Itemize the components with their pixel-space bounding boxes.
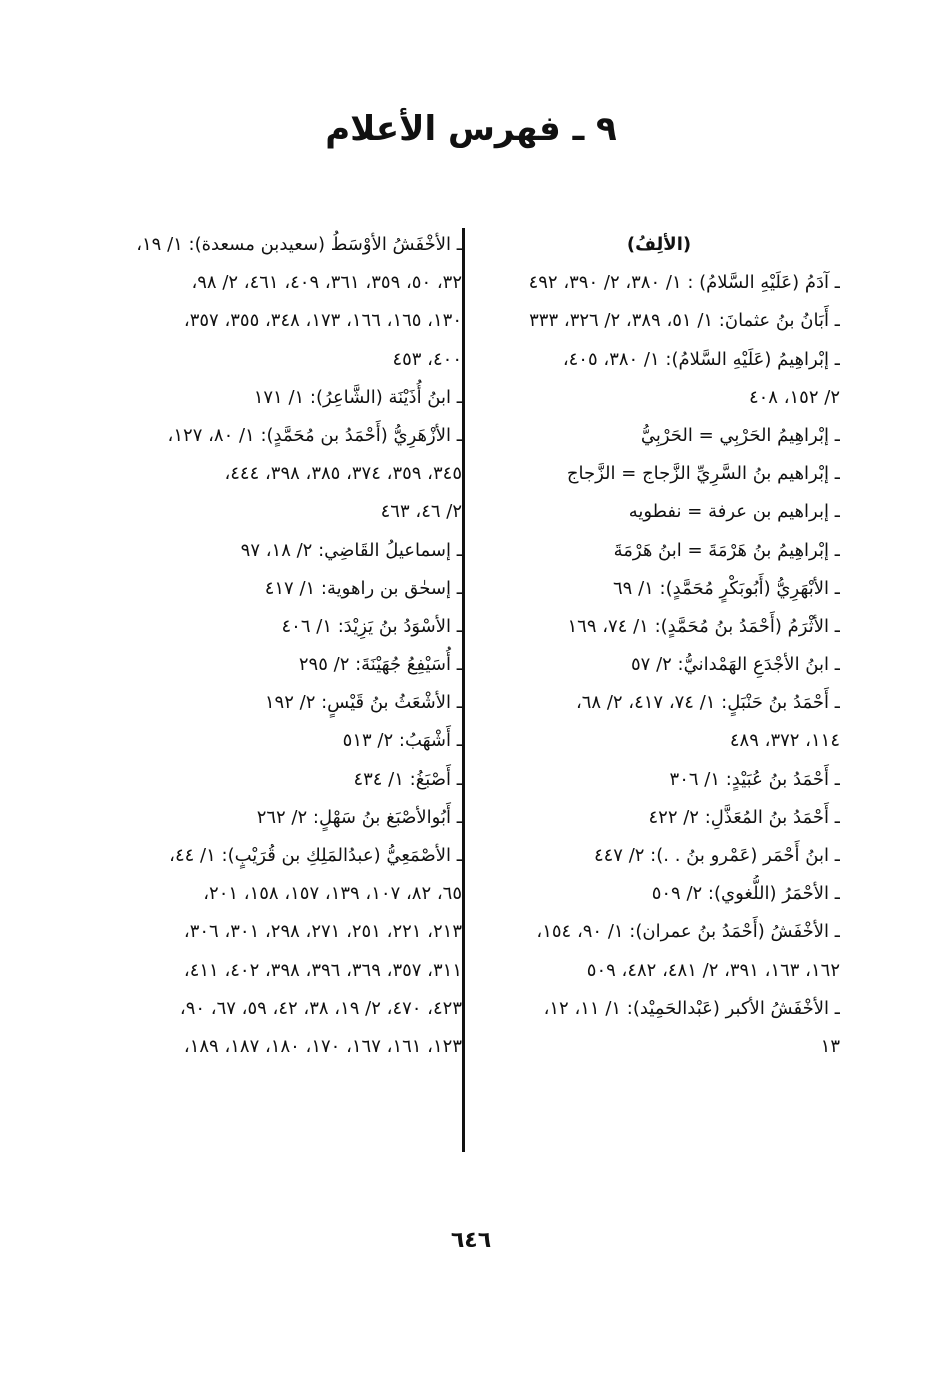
index-entry-continuation: ٦٥، ٨٢، ١٠٧، ١٣٩، ١٥٧، ١٥٨، ٢٠١، — [203, 883, 462, 905]
index-entry-continuation: ٤٢٣، ٤٧٠، ٢/ ١٩، ٣٨، ٤٢، ٥٩، ٦٧، ٩٠، — [179, 997, 462, 1019]
index-entry: ـ ابنُ أُذَيْنَة (الشَّاعِرُ): ١/ ١٧١ — [253, 386, 462, 408]
index-entry: ـ الأسْوَدُ بنُ يَزِيْدَ: ١/ ٤٠٦ — [281, 615, 462, 637]
index-entry: ـ أَبَانُ بنُ عثمانَ: ١/ ٥١، ٣٨٩، ٢/ ٣٢٦، ٣٣٣ — [529, 310, 840, 332]
index-entry-continuation: ١٣٠، ١٦٥، ١٦٦، ١٧٣، ٣٤٨، ٣٥٥، ٣٥٧، — [183, 310, 462, 332]
index-entry: ـ الأخْفَشُ (أَحْمَدُ بنُ عمران): ١/ ٩٠، ١٥٤، — [536, 921, 840, 943]
index-entry: ـ أَبُوالأصْبَغ بنُ سَهْلٍ: ٢/ ٢٦٢ — [256, 806, 462, 828]
index-entry: ـ إبْراهيم بنُ السَّرِيِّ الزَّجاج = الزَّجاج — [566, 463, 840, 485]
index-entry: ـ الأخْفَشُ الأكبر (عَبْدالحَمِيْد): ١/ ١١، ١٢، — [543, 997, 840, 1019]
index-entry: ـ الأثْرَمُ (أَحْمَدُ بنُ مُحَمَّدٍ): ١/ ٧٤، ١٦٩ — [567, 615, 840, 637]
index-entry-continuation: ١٢٣، ١٦١، ١٦٧، ١٧٠، ١٨٠، ١٨٧، ١٨٩، — [183, 1035, 462, 1057]
index-entry: ـ الأبْهَرِيُّ (أَبُوبَكْرٍ مُحَمَّدٍ): ١/ ٦٩ — [613, 577, 840, 599]
index-entry: ـ أَحْمَدُ بنُ المُعَذَّلِ: ٢/ ٤٢٢ — [648, 806, 840, 828]
page-number: ٦٤٦ — [450, 1228, 492, 1253]
index-entry: ـ أَشْهَبُ: ٢/ ٥١٣ — [342, 730, 462, 752]
index-entry: ـ ابنُ الأجْدَعِ الهَمْدانيُّ: ٢/ ٥٧ — [631, 654, 840, 676]
index-entry-continuation: ١٦٢، ١٦٣، ٣٩١، ٢/ ٤٨١، ٤٨٢، ٥٠٩ — [586, 959, 840, 981]
index-entry: ـ أَحْمَدُ بنُ عُبَيْدٍ: ١/ ٣٠٦ — [669, 768, 840, 790]
index-entry: ـ آدَمُ (عَلَيْهِ السَّلامُ) : ١/ ٣٨٠، ٢/ ٣٩٠، ٤٩٢ — [528, 272, 840, 294]
index-entry-continuation: ٣٤٥، ٣٥٩، ٣٧٤، ٣٨٥، ٣٩٨، ٤٤٤، — [224, 463, 462, 485]
page-title: ٩ ـ فهرس الأعلام — [325, 109, 617, 149]
index-entry: ـ إسحٰق بن راهوية: ١/ ٤١٧ — [264, 577, 462, 599]
index-entry: ـ الأزْهَرِيُّ (أَحْمَدُ بن مُحَمَّدٍ): ١/ ٨٠، ١٢٧، — [167, 424, 462, 446]
index-entry: ـ أَحْمَدُ بنُ حَنْبَلٍ: ١/ ٧٤، ٤١٧، ٢/ ٦٨، — [575, 692, 840, 714]
index-entry: ـ الأحْمَرُ (اللُّغوي): ٢/ ٥٠٩ — [651, 883, 840, 905]
index-entry-continuation: ٣١١، ٣٥٧، ٣٦٩، ٣٩٦، ٣٩٨، ٤٠٢، ٤١١، — [183, 959, 462, 981]
index-entry: ـ إبْراهِيمُ بنُ هَرْمَةَ = ابنُ هَرْمَةَ — [613, 539, 840, 561]
index-entry: ـ الأخْفَشُ الأوْسَطُ (سعيدبن مسعدة): ١/ ١٩، — [136, 234, 462, 255]
index-entry-continuation: ٢١٣، ٢٢١، ٢٥١، ٢٧١، ٢٩٨، ٣٠١، ٣٠٦، — [183, 921, 462, 943]
index-entry: ـ ابنُ أَحْمَر (عَمْرو بنُ . .): ٢/ ٤٤٧ — [593, 845, 840, 866]
index-column-left — [100, 226, 462, 1066]
index-entry-continuation: ٣٢، ٥٠، ٣٥٩، ٣٦١، ٤٠٩، ٤٦١، ٢/ ٩٨، — [191, 272, 462, 294]
index-entry-continuation: ١٣ — [820, 1035, 840, 1057]
index-entry-continuation: ٢/ ١٥٢، ٤٠٨ — [748, 386, 840, 408]
index-entry-continuation: ٤٠٠، ٤٥٣ — [392, 348, 462, 370]
index-entry: ـ إبراهيم بن عرفة = نفطويه — [628, 501, 840, 523]
index-entry: ـ إسماعيلُ القَاضِي: ٢/ ١٨، ٩٧ — [240, 539, 462, 561]
index-entry: ـ أُسَيْفِعُ جُهَيْنَةَ: ٢/ ٢٩٥ — [298, 654, 462, 676]
index-column-right — [478, 226, 840, 1066]
index-entry: ـ إبْراهِيمُ الحَرْبِي = الحَرْبِيُّ — [640, 424, 840, 446]
column-divider — [462, 228, 465, 1152]
index-entry: ـ الأصْمَعِيُّ (عبدُالمَلِكِ بن قُرَيْبٍ): ١/ ٤٤، — [169, 845, 462, 866]
index-entry-continuation: ٢/ ٤٦، ٤٦٣ — [380, 501, 462, 523]
index-entry: ـ إبْراهِيمُ (عَلَيْهِ السَّلامُ): ١/ ٣٨٠، ٤٠٥، — [562, 348, 840, 370]
index-entry: ـ أَصْبَغُ: ١/ ٤٣٤ — [353, 768, 462, 790]
index-entry-continuation: ١١٤، ٣٧٢، ٤٨٩ — [729, 730, 840, 752]
section-heading-alif: (الألِفُ) — [626, 234, 692, 255]
index-entry: ـ الأشْعَثُ بنُ قَيْسٍ: ٢/ ١٩٢ — [264, 692, 462, 714]
